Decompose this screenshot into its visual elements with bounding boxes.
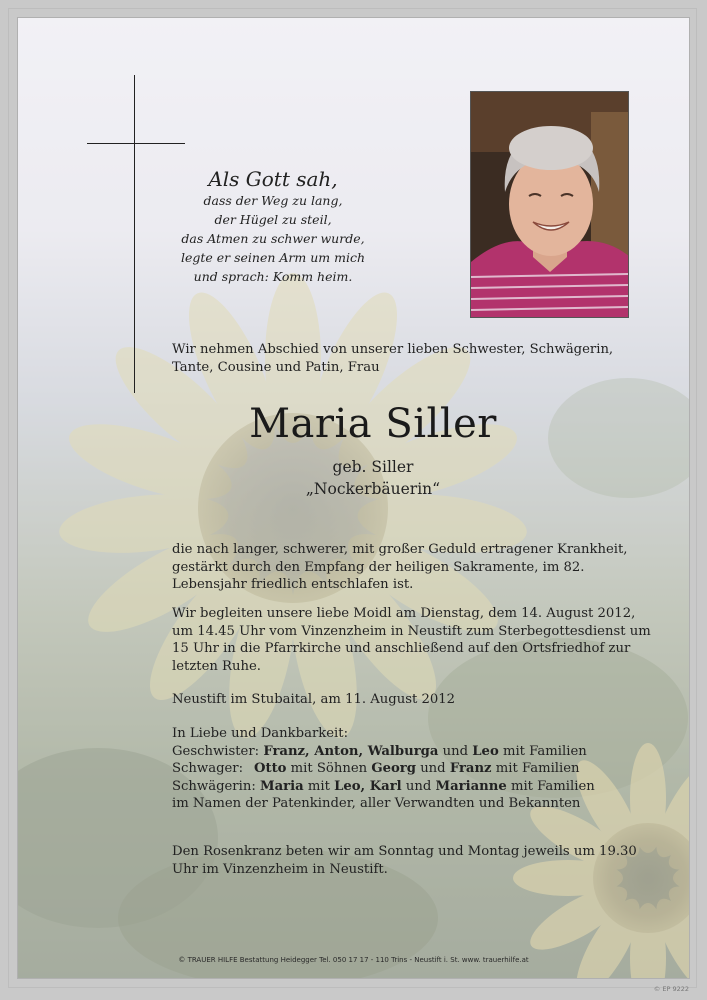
- siblings-tail: mit Familien: [502, 743, 587, 759]
- verse-line: [168, 167, 378, 191]
- siblings-label: Geschwister:: [172, 743, 260, 759]
- mourners-block: [172, 725, 658, 813]
- code-tag: © EP 9222: [653, 985, 689, 993]
- brother-in-law-mid: mit Söhnen: [290, 761, 368, 776]
- brother-in-law-and: und: [420, 761, 446, 776]
- brother-in-law-son1: Georg: [371, 761, 416, 776]
- sisters-in-law-name3: Marianne: [435, 778, 507, 794]
- paragraph-funeral: Wir begleiten unsere liebe Moidl am Dienstag, dem 14. August 2012, um 14.45 Uhr vom Vinzenzheim in Neustift zum Sterbegottesdienst um 15 Uhr in die Pfarrkirche und anschließend auf den Ortsfriedhof zur letzten Ruhe.: [172, 606, 651, 674]
- brother-in-law-tail: mit Familien: [495, 761, 580, 776]
- mourners-others: im Namen der Patenkinder, aller Verwandten und Bekannten: [172, 796, 581, 811]
- verse-line: legte er seinen Arm um mich: [180, 250, 366, 265]
- verse-line: und sprach: Komm heim.: [193, 269, 353, 284]
- mourners-heading: In Liebe und Dankbarkeit:: [172, 726, 349, 741]
- portrait-photo: [470, 91, 629, 318]
- deceased-name: Maria Siller: [249, 401, 497, 447]
- cross-horizontal: [87, 143, 185, 144]
- verse-line-1: Als Gott sah,: [208, 167, 338, 191]
- brother-in-law-label: Schwager:: [172, 761, 244, 776]
- brother-in-law-name: Otto: [254, 761, 287, 776]
- mourners-brother-in-law: [172, 760, 658, 778]
- verse-line: das Atmen zu schwer wurde,: [181, 231, 365, 246]
- footer: © TRAUER HILFE Bestattung Heidegger Tel. 050 17 17 - 110 Trins - Neustift i. St. www. trauerhilfe.at: [178, 956, 529, 964]
- mourners-sisters-in-law: [172, 778, 658, 796]
- portrait-illustration: [471, 92, 629, 318]
- cross-vertical: [134, 75, 135, 393]
- sisters-in-law-name1: Maria: [259, 778, 304, 794]
- siblings-last: Leo: [472, 743, 499, 759]
- verse-line: der Hügel zu steil,: [214, 212, 332, 227]
- intro-text: Wir nehmen Abschied von unserer lieben Schwester, Schwägerin, Tante, Cousine und Patin, Frau: [172, 342, 614, 375]
- nickname: „Nockerbäuerin“: [305, 480, 441, 498]
- rosary-text: Den Rosenkranz beten wir am Sonntag und Montag jeweils um 19.30 Uhr im Vinzenzheim in Neustift.: [172, 844, 637, 877]
- verse: [168, 167, 378, 286]
- sisters-in-law-and: und: [405, 778, 432, 794]
- sisters-in-law-tail: mit Familien: [510, 778, 595, 794]
- sisters-in-law-name2: Leo, Karl: [334, 778, 402, 794]
- verse-line: dass der Weg zu lang,: [203, 193, 343, 208]
- place-date: Neustift im Stubaital, am 11. August 2012: [172, 692, 456, 707]
- sisters-in-law-mit: mit: [307, 778, 330, 794]
- obituary-card: [18, 18, 689, 978]
- mourners-siblings: [172, 743, 658, 761]
- siblings-names: Franz, Anton, Walburga: [263, 743, 439, 759]
- sisters-in-law-label: Schwägerin:: [172, 778, 256, 794]
- siblings-and: und: [442, 743, 469, 759]
- birth-name: geb. Siller: [332, 458, 414, 476]
- brother-in-law-son2: Franz: [449, 761, 492, 776]
- paragraph-illness: die nach langer, schwerer, mit großer Geduld ertragener Krankheit, gestärkt durch den Empfang der heiligen Sakramente, im 82. Lebensjahr friedlich entschlafen ist.: [172, 542, 628, 592]
